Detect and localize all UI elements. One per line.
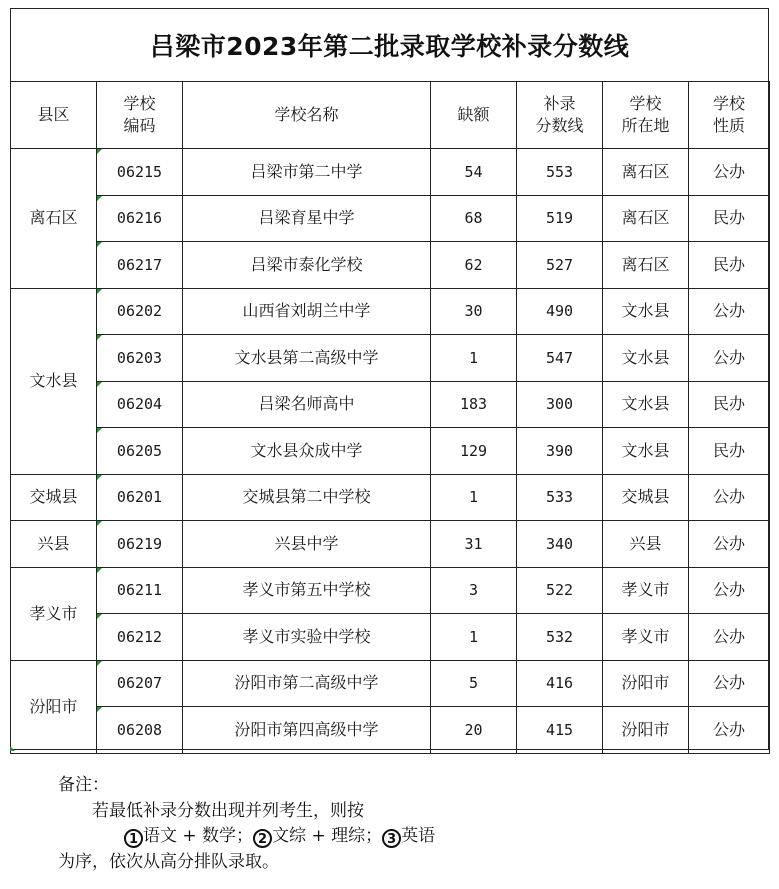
- school-type-cell: 公办: [689, 660, 770, 707]
- table-row: [11, 521, 770, 568]
- notes-heading: 备注：: [58, 775, 109, 795]
- school-name-cell: 吕梁育星中学: [183, 195, 431, 242]
- vacancy-cell: 30: [431, 288, 517, 335]
- school-type-cell: 民办: [689, 381, 770, 428]
- header-location: [603, 82, 689, 149]
- notes-item2: 文综 + 理综；: [272, 826, 383, 846]
- location-cell: 离石区: [603, 242, 689, 289]
- header-score-line1: 补录: [543, 94, 576, 113]
- table-row: [11, 707, 770, 754]
- notes-item3: 英语: [401, 826, 436, 846]
- school-name-cell: 吕梁市第二中学: [183, 149, 431, 196]
- vacancy-cell: 1: [431, 474, 517, 521]
- school-name-cell: 山西省刘胡兰中学: [183, 288, 431, 335]
- table-row: [11, 149, 770, 196]
- school-name-cell: 汾阳市第二高级中学: [183, 660, 431, 707]
- school-code-cell: 06207: [97, 660, 183, 707]
- county-cell: 兴县: [11, 521, 97, 568]
- vacancy-cell: 1: [431, 335, 517, 382]
- school-type-cell: 民办: [689, 242, 770, 289]
- location-cell: 汾阳市: [603, 707, 689, 754]
- school-type-cell: 公办: [689, 567, 770, 614]
- score-cell: 553: [517, 149, 603, 196]
- school-type-cell: 公办: [689, 335, 770, 382]
- score-cell: 340: [517, 521, 603, 568]
- location-cell: 兴县: [603, 521, 689, 568]
- page-title: 吕梁市2023年第二批录取学校补录分数线: [149, 32, 630, 61]
- notes-line3: 为序，依次从高分排队录取。: [58, 852, 279, 872]
- school-code-cell: 06212: [97, 614, 183, 661]
- school-name-cell: 文水县众成中学: [183, 428, 431, 475]
- table-row: [11, 288, 770, 335]
- table-body: [11, 149, 770, 754]
- notes-order-line: [124, 823, 435, 849]
- header-score: [517, 82, 603, 149]
- vacancy-cell: 3: [431, 567, 517, 614]
- school-code-cell: 06202: [97, 288, 183, 335]
- location-cell: 交城县: [603, 474, 689, 521]
- table-row: [11, 195, 770, 242]
- table-row: [11, 335, 770, 382]
- school-code-cell: 06211: [97, 567, 183, 614]
- admission-table: [10, 81, 770, 754]
- circled-number-1: 1: [124, 829, 143, 848]
- location-cell: 孝义市: [603, 614, 689, 661]
- school-name-cell: 孝义市第五中学校: [183, 567, 431, 614]
- score-cell: 547: [517, 335, 603, 382]
- school-type-cell: 公办: [689, 521, 770, 568]
- school-name-cell: 汾阳市第四高级中学: [183, 707, 431, 754]
- school-type-cell: 公办: [689, 474, 770, 521]
- cell-marker: [10, 746, 15, 751]
- table-row: [11, 428, 770, 475]
- school-type-cell: 公办: [689, 614, 770, 661]
- score-cell: 522: [517, 567, 603, 614]
- header-row: [11, 82, 770, 149]
- table-row: [11, 242, 770, 289]
- score-cell: 519: [517, 195, 603, 242]
- header-type: [689, 82, 770, 149]
- vacancy-cell: 31: [431, 521, 517, 568]
- notes-item1: 语文 + 数学；: [143, 826, 254, 846]
- school-code-cell: 06203: [97, 335, 183, 382]
- school-name-cell: 文水县第二高级中学: [183, 335, 431, 382]
- table-row: [11, 614, 770, 661]
- school-code-cell: 06216: [97, 195, 183, 242]
- score-cell: 416: [517, 660, 603, 707]
- location-cell: 文水县: [603, 381, 689, 428]
- county-cell: 孝义市: [11, 567, 97, 660]
- school-type-cell: 公办: [689, 288, 770, 335]
- score-cell: 527: [517, 242, 603, 289]
- score-cell: 490: [517, 288, 603, 335]
- score-cell: 532: [517, 614, 603, 661]
- header-type-line1: 学校: [712, 94, 745, 113]
- table-row: [11, 381, 770, 428]
- vacancy-cell: 62: [431, 242, 517, 289]
- location-cell: 离石区: [603, 195, 689, 242]
- school-name-cell: 兴县中学: [183, 521, 431, 568]
- school-type-cell: 民办: [689, 428, 770, 475]
- document-frame: [10, 8, 769, 750]
- header-score-line2: 分数线: [535, 116, 584, 135]
- school-code-cell: 06217: [97, 242, 183, 289]
- location-cell: 汾阳市: [603, 660, 689, 707]
- school-name-cell: 吕梁市泰化学校: [183, 242, 431, 289]
- school-code-cell: 06205: [97, 428, 183, 475]
- circled-number-3: 3: [382, 829, 401, 848]
- header-location-line2: 所在地: [621, 116, 670, 135]
- school-type-cell: 民办: [689, 195, 770, 242]
- school-code-cell: 06204: [97, 381, 183, 428]
- header-county: 县区: [11, 82, 97, 149]
- school-code-cell: 06201: [97, 474, 183, 521]
- header-location-line1: 学校: [629, 94, 662, 113]
- school-type-cell: 公办: [689, 149, 770, 196]
- header-code-line2: 编码: [123, 116, 156, 135]
- vacancy-cell: 20: [431, 707, 517, 754]
- vacancy-cell: 54: [431, 149, 517, 196]
- circled-number-2: 2: [253, 829, 272, 848]
- score-cell: 300: [517, 381, 603, 428]
- county-cell: 离石区: [11, 149, 97, 289]
- header-type-line2: 性质: [712, 116, 745, 135]
- score-cell: 415: [517, 707, 603, 754]
- score-cell: 390: [517, 428, 603, 475]
- location-cell: 孝义市: [603, 567, 689, 614]
- table-row: [11, 660, 770, 707]
- school-code-cell: 06208: [97, 707, 183, 754]
- county-cell: 文水县: [11, 288, 97, 474]
- table-row: [11, 567, 770, 614]
- header-code: [97, 82, 183, 149]
- school-name-cell: 孝义市实验中学校: [183, 614, 431, 661]
- table-row: [11, 474, 770, 521]
- location-cell: 文水县: [603, 335, 689, 382]
- notes-line1: 若最低补录分数出现并列考生，则按: [92, 801, 364, 821]
- county-cell: 交城县: [11, 474, 97, 521]
- score-cell: 533: [517, 474, 603, 521]
- vacancy-cell: 68: [431, 195, 517, 242]
- county-cell: 汾阳市: [11, 660, 97, 753]
- school-type-cell: 公办: [689, 707, 770, 754]
- location-cell: 离石区: [603, 149, 689, 196]
- header-code-line1: 学校: [123, 94, 156, 113]
- vacancy-cell: 129: [431, 428, 517, 475]
- school-code-cell: 06215: [97, 149, 183, 196]
- header-name: 学校名称: [183, 82, 431, 149]
- vacancy-cell: 183: [431, 381, 517, 428]
- vacancy-cell: 5: [431, 660, 517, 707]
- vacancy-cell: 1: [431, 614, 517, 661]
- header-vacancy: 缺额: [431, 82, 517, 149]
- location-cell: 文水县: [603, 288, 689, 335]
- school-name-cell: 交城县第二中学校: [183, 474, 431, 521]
- school-code-cell: 06219: [97, 521, 183, 568]
- location-cell: 文水县: [603, 428, 689, 475]
- school-name-cell: 吕梁名师高中: [183, 381, 431, 428]
